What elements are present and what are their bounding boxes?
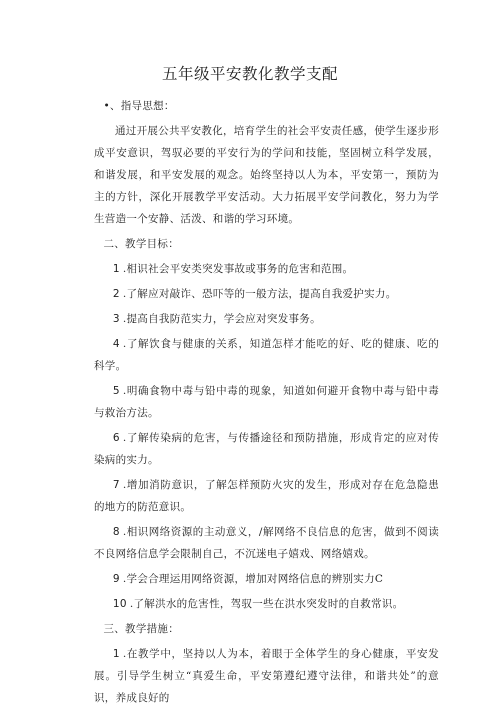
goal-item: [94, 380, 439, 424]
goal-text: .明确食物中毒与铅中毒的现象，知道如何避开食物中毒与铅中毒与救治方法。: [94, 385, 439, 419]
goal-item: [94, 593, 439, 615]
measure-text: .在教学中，坚持以人为本，着眼于全体学生的身心健康，平安发展。引导学生树立“真爱生命，平安第遵纪遵守法律，和谐共处”的意识，养成良好的: [94, 648, 439, 704]
goal-item: [94, 521, 439, 565]
section-heading-teaching-measures: 三、教学措施：: [103, 623, 180, 635]
goal-number: 5: [112, 385, 120, 397]
section-heading-guiding-ideology: •、指导思想：: [103, 100, 175, 112]
goal-text: .了解洪水的危害性，驾驭一些在洪水突发时的自救常识。: [129, 598, 404, 610]
measure-item: [94, 643, 439, 709]
goal-text: .学会合理运用网络资源，增加对网络信息的辨别实力C: [122, 573, 384, 585]
guiding-ideology-paragraph: 通过开展公共平安教化，培育学生的社会平安责任感，使学生逐步形成平安意识，驾驭必要的平安行为的学问和技能，坚固树立科学发展，和谐发展，和平安发展的观念。始终坚持以人为本，平安第一，预防为主的方针，深化开展教学平安活动。大力拓展平安学问教化，努力为学生营造一个安静、活泼、和谐的学习环境。: [94, 125, 439, 225]
goal-number: 2: [112, 288, 120, 300]
goal-item: [94, 474, 439, 518]
goal-item: [94, 427, 439, 471]
goal-number: 9: [112, 573, 120, 585]
goal-text: .了解饮食与健康的关系，知道怎样才能吃的好、吃的健康、吃的科学。: [94, 338, 439, 372]
goal-item: [94, 283, 439, 305]
goal-number: 10: [112, 598, 127, 610]
goal-number: 3: [112, 313, 120, 325]
goal-item: [94, 308, 439, 330]
goal-text: .了解传染病的危害，与传播途径和预防措施，形成肯定的应对传染病的实力。: [94, 432, 439, 466]
goal-number: 4: [112, 338, 120, 350]
goal-text: .增加消防意识，了解怎样预防火灾的发生，形成对存在危急隐患的地方的防范意识。: [94, 479, 439, 513]
document-body: [94, 95, 439, 712]
goal-item: [94, 568, 439, 590]
goal-text: .相识网络资源的主动意义，/解网络不良信息的危害，做到不阅读不良网络信息学会限制自己，不沉迷电子嬉戏、网络嬉戏。: [94, 526, 439, 560]
section-heading-teaching-goals: 二、教学目标：: [103, 238, 180, 250]
goal-number: 1: [112, 263, 120, 275]
goal-number: 8: [112, 526, 120, 538]
goal-item: [94, 258, 439, 280]
goal-text: .提高自我防范实力，学会应对突发事务。: [122, 313, 321, 325]
goal-text: .了解应对敲诈、恐吓等的一般方法，提高自我爱护实力。: [122, 288, 397, 300]
document-title: 五年级平安教化教学支配: [161, 65, 338, 83]
goal-number: 7: [112, 479, 120, 491]
goal-item: [94, 333, 439, 377]
goal-number: 6: [112, 432, 120, 444]
goal-text: .相识社会平安类突发事故或事务的危害和范围。: [122, 263, 354, 275]
measure-number: 1: [112, 648, 120, 660]
